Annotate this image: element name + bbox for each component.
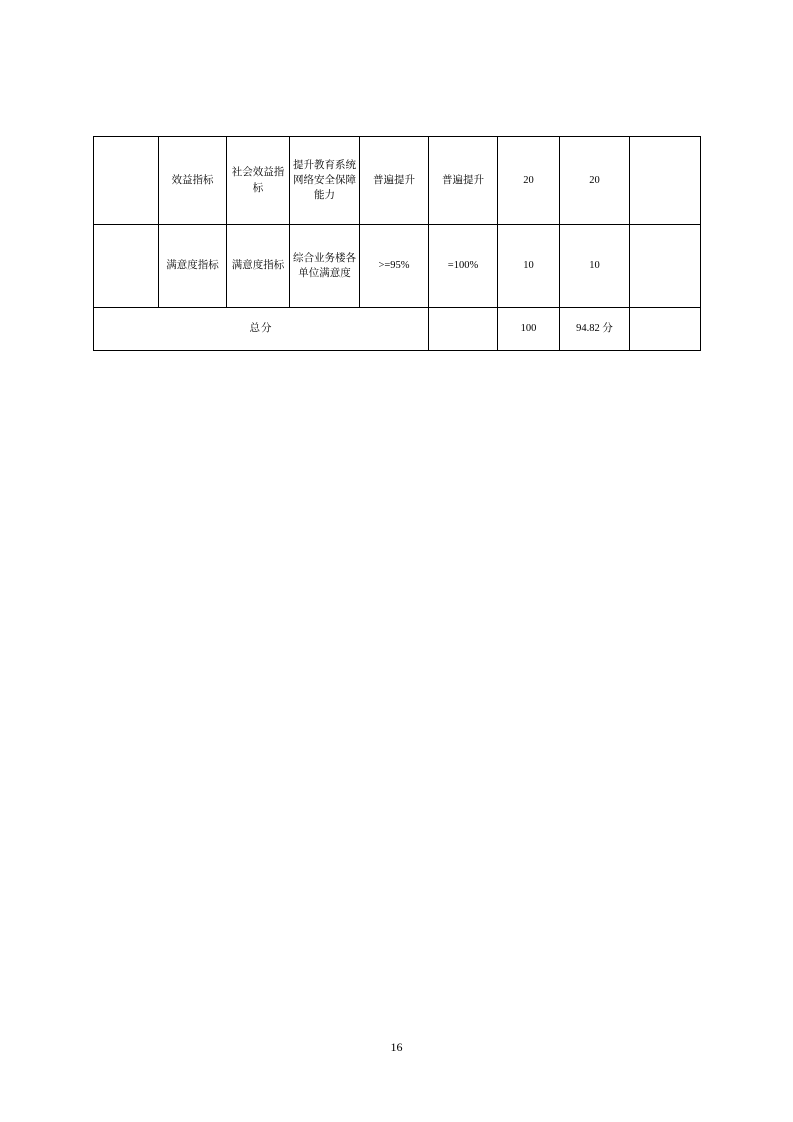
- table-row: [94, 225, 701, 308]
- table-row-total: [94, 308, 701, 351]
- page-number: 16: [390, 1040, 403, 1054]
- total-full-score: 100: [498, 308, 560, 351]
- performance-score-table: [93, 136, 701, 351]
- cell-actual-value: =100%: [429, 225, 498, 308]
- cell-given-score: 10: [560, 225, 630, 308]
- cell-remark: [630, 137, 701, 225]
- cell-category-blank: [94, 225, 159, 308]
- cell-indicator-subtype: 满意度指标: [227, 225, 290, 308]
- cell-indicator-type: 效益指标: [159, 137, 227, 225]
- total-label: 总分: [94, 308, 429, 351]
- performance-score-table-wrapper: [93, 136, 700, 351]
- total-cell-blank: [429, 308, 498, 351]
- cell-given-score: 20: [560, 137, 630, 225]
- cell-category-blank: [94, 137, 159, 225]
- total-remark: [630, 308, 701, 351]
- cell-remark: [630, 225, 701, 308]
- cell-indicator-subtype: 社会效益指标: [227, 137, 290, 225]
- total-given-score: 94.82 分: [560, 308, 630, 351]
- cell-indicator-name: 综合业务楼各单位满意度: [290, 225, 360, 308]
- cell-full-score: 10: [498, 225, 560, 308]
- cell-full-score: 20: [498, 137, 560, 225]
- cell-target-value: >=95%: [360, 225, 429, 308]
- cell-target-value: 普遍提升: [360, 137, 429, 225]
- cell-indicator-name: 提升教育系统网络安全保障能力: [290, 137, 360, 225]
- cell-actual-value: 普遍提升: [429, 137, 498, 225]
- table-row: [94, 137, 701, 225]
- cell-indicator-type: 满意度指标: [159, 225, 227, 308]
